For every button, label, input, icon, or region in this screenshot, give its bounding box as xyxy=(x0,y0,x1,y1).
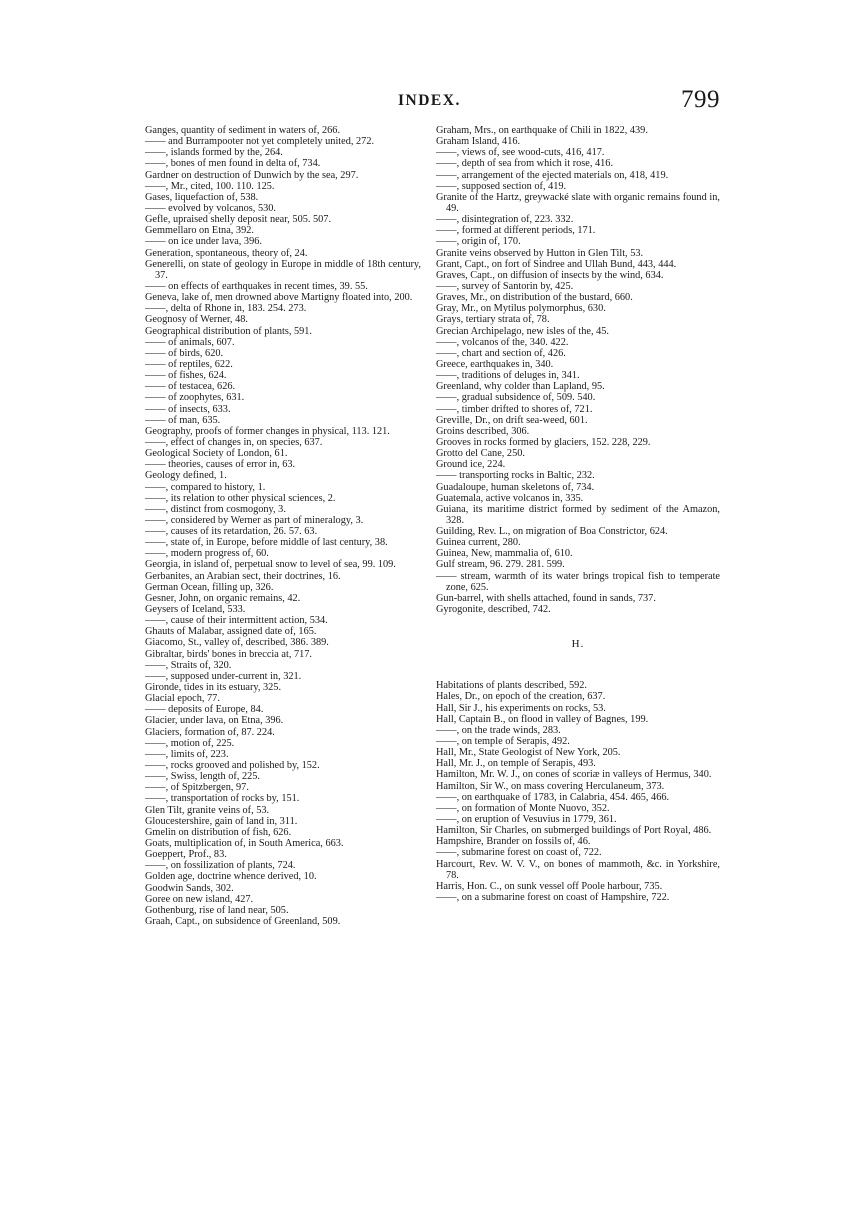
index-entry: Hall, Captain B., on flood in valley of Bagnes, 199. xyxy=(436,713,649,725)
index-entry: ——, islands formed by the, 264. xyxy=(145,147,283,159)
index-entry: ——, state of, in Europe, before middle of last century, 38. xyxy=(145,537,388,549)
index-entry: ——, on fossilization of plants, 724. xyxy=(145,860,296,872)
index-entry: ——, arrangement of the ejected materials on, 418, 419. xyxy=(436,169,669,181)
index-entry: ——, limits of, 223. xyxy=(145,748,229,760)
index-entry: ——, timber drifted to shores of, 721. xyxy=(436,403,593,415)
index-entry: —— evolved by volcanos, 530. xyxy=(145,202,276,214)
index-entry: —— transporting rocks in Baltic, 232. xyxy=(436,470,595,482)
index-entry: Gibraltar, birds' bones in breccia at, 717. xyxy=(145,648,312,660)
index-entry: Gray, Mr., on Mytilus polymorphus, 630. xyxy=(436,303,606,315)
index-entry: Glen Tilt, granite veins of, 53. xyxy=(145,804,270,816)
index-entry: Greece, earthquakes in, 340. xyxy=(436,358,554,370)
index-entry: Graham Island, 416. xyxy=(436,136,521,148)
index-entry: Hampshire, Brander on fossils of, 46. xyxy=(436,836,591,848)
index-entry: Grays, tertiary strata of, 78. xyxy=(436,314,550,326)
index-entry: ——, on the trade winds, 283. xyxy=(436,724,561,736)
index-entry: ——, transportation of rocks by, 151. xyxy=(145,793,300,805)
index-entry: ——, modern progress of, 60. xyxy=(145,548,269,560)
index-entry: Gyrogonite, described, 742. xyxy=(436,604,551,616)
index-entry: ——, motion of, 225. xyxy=(145,737,235,749)
index-entry: —— of insects, 633. xyxy=(145,403,231,415)
index-entry: —— deposits of Europe, 84. xyxy=(145,704,264,716)
index-column-right-h-entries xyxy=(436,680,720,903)
index-entry: Gmelin on distribution of fish, 626. xyxy=(145,826,292,838)
index-entry: ——, depth of sea from which it rose, 416. xyxy=(436,158,614,170)
index-entry: —— of birds, 620. xyxy=(145,347,224,359)
index-entry: Greville, Dr., on drift sea-weed, 601. xyxy=(436,414,588,426)
index-entry: Grooves in rocks formed by glaciers, 152. 228, 229. xyxy=(436,436,651,448)
index-entry: Guilding, Rev. L., on migration of Boa Constrictor, 624. xyxy=(436,526,668,538)
index-entry: —— of testacea, 626. xyxy=(145,381,236,393)
index-entry: ——, formed at different periods, 171. xyxy=(436,225,596,237)
index-entry: Gardner on destruction of Dunwich by the sea, 297. xyxy=(145,169,359,181)
index-entry: Hamilton, Mr. W. J., on cones of scoriæ in valleys of Hermus, 340. xyxy=(436,769,712,781)
index-entry: —— of reptiles, 622. xyxy=(145,358,233,370)
index-entry: Graves, Mr., on distribution of the bustard, 660. xyxy=(436,292,633,304)
index-entry: Harcourt, Rev. W. V. V., on bones of mammoth, &c. in Yorkshire, 78. xyxy=(436,858,720,881)
index-entry: ——, of Spitzbergen, 97. xyxy=(145,782,249,794)
index-entry: —— on ice under lava, 396. xyxy=(145,236,262,248)
index-entry: Goeppert, Prof., 83. xyxy=(145,849,227,861)
index-entry: Gemmellaro on Etna, 392. xyxy=(145,225,254,237)
index-entry: ——, compared to history, 1. xyxy=(145,481,266,493)
index-entry: Geography, proofs of former changes in physical, 113. 121. xyxy=(145,425,390,437)
index-entry: Geognosy of Werner, 48. xyxy=(145,314,248,326)
index-entry: Gulf stream, 96. 279. 281. 599. xyxy=(436,559,565,571)
index-column-right xyxy=(436,125,720,903)
index-entry: ——, chart and section of, 426. xyxy=(436,347,566,359)
index-entry: Gesner, John, on organic remains, 42. xyxy=(145,592,301,604)
index-entry: Georgia, in island of, perpetual snow to level of sea, 99. 109. xyxy=(145,559,396,571)
index-entry: Graham, Mrs., on earthquake of Chili in 1822, 439. xyxy=(436,125,648,136)
index-entry: Ghauts of Malabar, assigned date of, 165. xyxy=(145,626,317,638)
index-entry: ——, Swiss, length of, 225. xyxy=(145,771,260,783)
index-entry: —— of zoophytes, 631. xyxy=(145,392,245,404)
index-entry: —— of animals, 607. xyxy=(145,336,235,348)
running-header-title: INDEX. xyxy=(398,92,461,109)
index-entry: Grecian Archipelago, new isles of the, 45. xyxy=(436,325,609,337)
index-entry: Glaciers, formation of, 87. 224. xyxy=(145,726,275,738)
index-entry: Guadaloupe, human skeletons of, 734. xyxy=(436,481,595,493)
index-entry: Guinea current, 280. xyxy=(436,537,521,549)
index-entry: Granite veins observed by Hutton in Glen Tilt, 53. xyxy=(436,247,644,259)
index-entry: Grant, Capt., on fort of Sindree and Ullah Bund, 443, 444. xyxy=(436,258,677,270)
index-entry: Gefle, upraised shelly deposit near, 505. 507. xyxy=(145,214,332,226)
index-entry: Grotto del Cane, 250. xyxy=(436,448,525,460)
index-entry: ——, bones of men found in delta of, 734. xyxy=(145,158,321,170)
index-entry: ——, considered by Werner as part of mineralogy, 3. xyxy=(145,514,364,526)
index-entry: Habitations of plants described, 592. xyxy=(436,680,587,692)
index-entry: Guinea, New, mammalia of, 610. xyxy=(436,548,573,560)
page-number: 799 xyxy=(681,86,720,113)
index-entry: —— of man, 635. xyxy=(145,414,221,426)
index-entry: —— stream, warmth of its water brings tropical fish to temperate zone, 625. xyxy=(436,570,720,593)
index-entry: ——, on eruption of Vesuvius in 1779, 361. xyxy=(436,814,617,826)
index-entry: Hall, Mr. J., on temple of Serapis, 493. xyxy=(436,758,596,770)
index-entry: Goree on new island, 427. xyxy=(145,893,254,905)
index-entry: ——, traditions of deluges in, 341. xyxy=(436,370,580,382)
index-entry: Hales, Dr., on epoch of the creation, 637. xyxy=(436,691,606,703)
index-column-left xyxy=(145,125,421,927)
index-entry: ——, causes of its retardation, 26. 57. 63. xyxy=(145,526,318,538)
index-entry: Ganges, quantity of sediment in waters of, 266. xyxy=(145,125,341,136)
index-entry: ——, cause of their intermittent action, 534. xyxy=(145,615,328,627)
index-entry: ——, volcanos of the, 340. 422. xyxy=(436,336,569,348)
index-entry: Hamilton, Sir W., on mass covering Herculaneum, 373. xyxy=(436,780,665,792)
index-entry: Generation, spontaneous, theory of, 24. xyxy=(145,247,308,259)
index-entry: ——, on a submarine forest on coast of Hampshire, 722. xyxy=(436,892,670,903)
index-entry: Groins described, 306. xyxy=(436,425,530,437)
index-entry: Hall, Sir J., his experiments on rocks, 53. xyxy=(436,702,606,714)
index-entry: —— theories, causes of error in, 63. xyxy=(145,459,296,471)
index-entry: Gerbanites, an Arabian sect, their doctrines, 16. xyxy=(145,570,341,582)
index-entry: Generelli, on state of geology in Europe in middle of 18th century, 37. xyxy=(145,258,421,281)
index-column-right-g-entries xyxy=(436,125,720,615)
section-heading-h: H. xyxy=(571,638,585,651)
index-entry: ——, gradual subsidence of, 509. 540. xyxy=(436,392,596,404)
index-entry: Granite of the Hartz, greywacké slate with organic remains found in, 49. xyxy=(436,191,720,214)
index-entry: Ground ice, 224. xyxy=(436,459,506,471)
index-entry: Graah, Capt., on subsidence of Greenland, 509. xyxy=(145,915,341,927)
index-entry: Glacier, under lava, on Etna, 396. xyxy=(145,715,284,727)
index-entry: —— of fishes, 624. xyxy=(145,370,227,382)
index-entry: Goats, multiplication of, in South America, 663. xyxy=(145,838,344,849)
index-entry: Gun-barrel, with shells attached, found in sands, 737. xyxy=(436,592,656,604)
index-entry: ——, its relation to other physical sciences, 2. xyxy=(145,492,336,504)
index-entry: Geographical distribution of plants, 591. xyxy=(145,325,313,337)
index-entry: Geysers of Iceland, 533. xyxy=(145,604,246,616)
index-entry: Guatemala, active volcanos in, 335. xyxy=(436,492,584,504)
index-entry: German Ocean, filling up, 326. xyxy=(145,581,274,593)
index-entry: ——, on formation of Monte Nuovo, 352. xyxy=(436,802,610,814)
index-entry: ——, Straits of, 320. xyxy=(145,659,232,671)
index-entry: Guiana, its maritime district formed by sediment of the Amazon, 328. xyxy=(436,503,720,526)
index-entry: ——, on earthquake of 1783, in Calabria, 454. 465, 466. xyxy=(436,791,670,803)
index-entry: Gothenburg, rise of land near, 505. xyxy=(145,904,289,916)
index-entry: ——, rocks grooved and polished by, 152. xyxy=(145,760,320,772)
index-entry: ——, views of, see wood-cuts, 416, 417. xyxy=(436,147,605,159)
index-entry: ——, on temple of Serapis, 492. xyxy=(436,736,570,748)
index-entry: Greenland, why colder than Lapland, 95. xyxy=(436,381,605,393)
index-entry: Giacomo, St., valley of, described, 386. 389. xyxy=(145,637,329,649)
index-entry: ——, distinct from cosmogony, 3. xyxy=(145,503,286,515)
index-entry: ——, supposed under-current in, 321. xyxy=(145,670,302,682)
index-entry: ——, origin of, 170. xyxy=(436,236,521,248)
index-entry: Hamilton, Sir Charles, on submerged buildings of Port Royal, 486. xyxy=(436,825,712,837)
index-entry: ——, disintegration of, 223. 332. xyxy=(436,214,574,226)
index-entry: Goodwin Sands, 302. xyxy=(145,882,234,894)
index-entry: Gloucestershire, gain of land in, 311. xyxy=(145,815,298,827)
index-entry: Geneva, lake of, men drowned above Martigny floated into, 200. xyxy=(145,292,413,304)
index-entry: ——, delta of Rhone in, 183. 254. 273. xyxy=(145,303,307,315)
index-entry: Gases, liquefaction of, 538. xyxy=(145,191,259,203)
index-entry: ——, Mr., cited, 100. 110. 125. xyxy=(145,180,275,192)
index-entry: Gironde, tides in its estuary, 325. xyxy=(145,682,282,694)
index-entry: Glacial epoch, 77. xyxy=(145,693,220,705)
index-entry: Hall, Mr., State Geologist of New York, 205. xyxy=(436,747,621,759)
index-entry: Geology defined, 1. xyxy=(145,470,227,482)
index-entry: Harris, Hon. C., on sunk vessel off Poole harbour, 735. xyxy=(436,880,663,892)
index-entry: Graves, Capt., on diffusion of insects by the wind, 634. xyxy=(436,269,664,281)
index-entry: ——, effect of changes in, on species, 637. xyxy=(145,436,323,448)
index-entry: —— and Burrampooter not yet completely united, 272. xyxy=(145,136,375,148)
index-entry: ——, supposed section of, 419. xyxy=(436,180,567,192)
index-entry: —— on effects of earthquakes in recent times, 39. 55. xyxy=(145,280,368,292)
index-entry: Geological Society of London, 61. xyxy=(145,448,288,460)
index-entry: ——, submarine forest on coast of, 722. xyxy=(436,847,602,859)
index-entry: Golden age, doctrine whence derived, 10. xyxy=(145,871,317,883)
index-entry: ——, survey of Santorin by, 425. xyxy=(436,280,574,292)
